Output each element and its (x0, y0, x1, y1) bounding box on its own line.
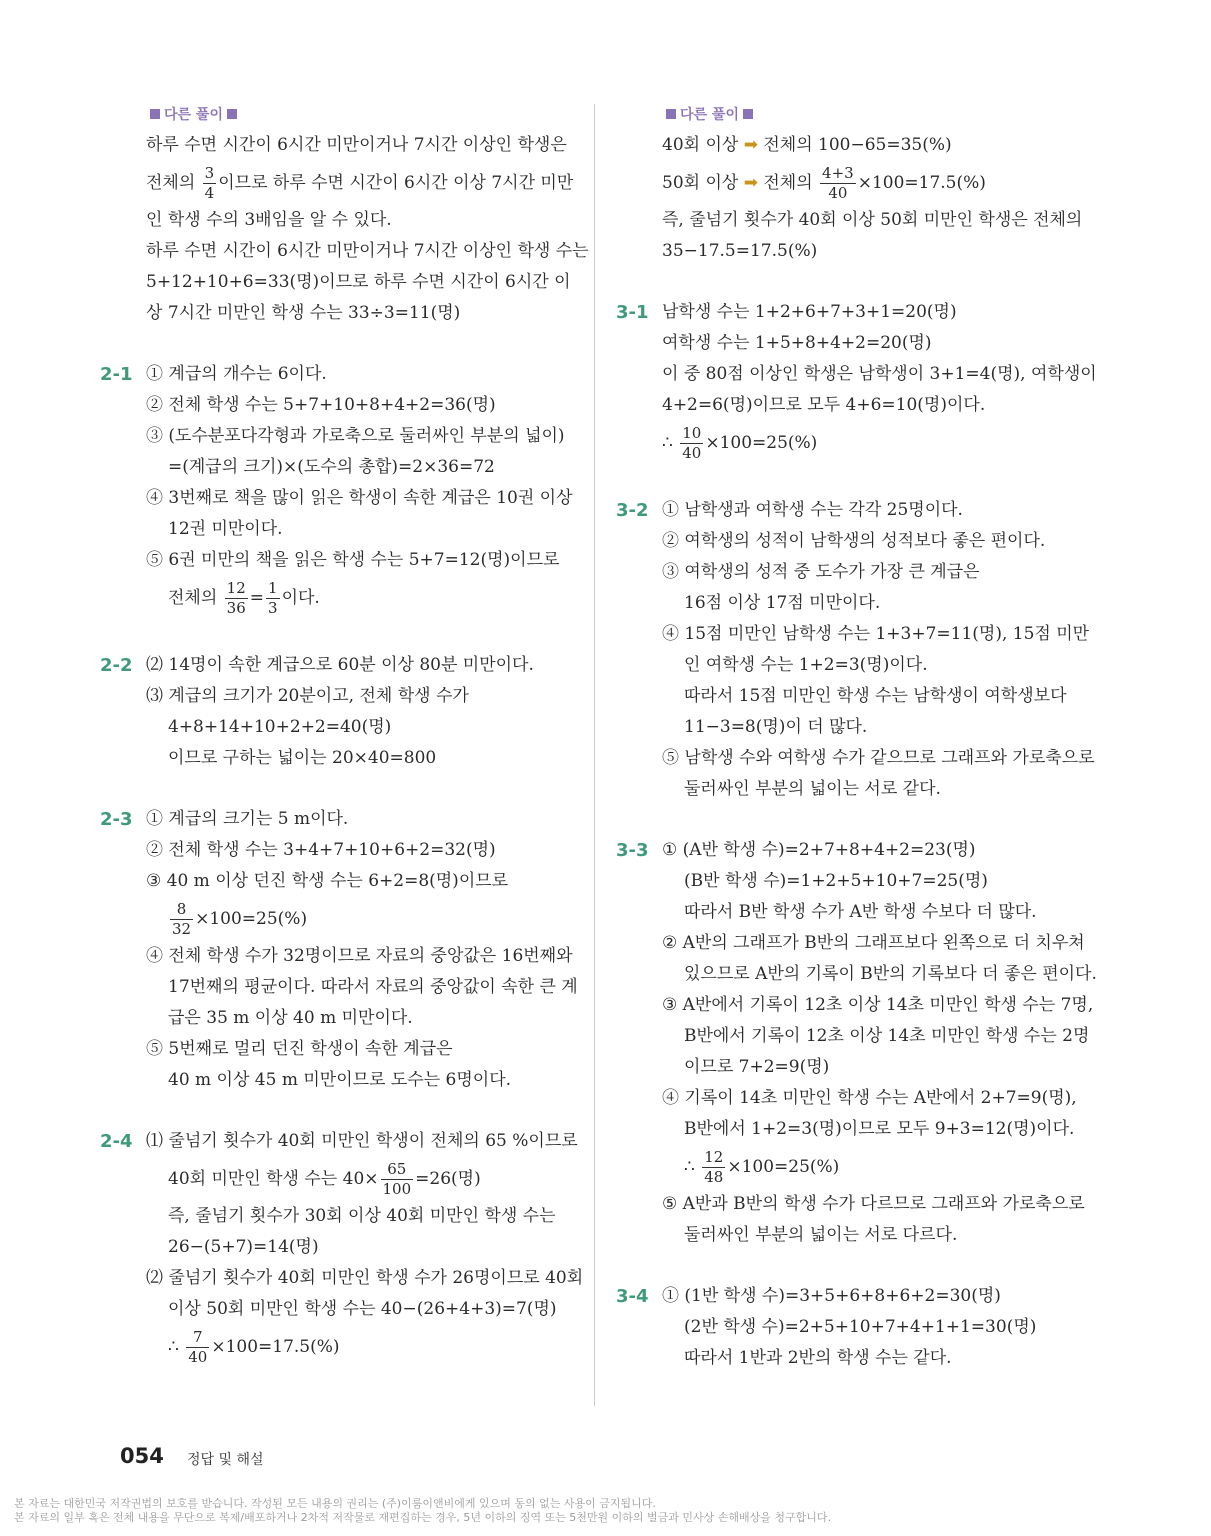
square-bullet-icon (743, 109, 753, 119)
other-solution-heading: 다른 풀이 (146, 100, 576, 130)
square-bullet-icon (666, 109, 676, 119)
text-line: 전체의 $\frac{3}{4}$ 이므로 하루 수면 시간이 6시간 이상 7시간 미만 (146, 164, 574, 202)
text-line: 하루 수면 시간이 6시간 미만이거나 7시간 이상인 학생은 (146, 135, 567, 155)
problem-number: 3-2 (616, 500, 649, 521)
problem-number: 2-2 (100, 655, 133, 676)
problem-number: 3-3 (616, 840, 649, 861)
page-number: 054 (120, 1444, 164, 1468)
fraction: $\frac{65}{100}$ (382, 1160, 412, 1198)
square-bullet-icon (227, 109, 237, 119)
fraction: $\frac{4+3}{40}$ (822, 164, 854, 202)
square-bullet-icon (150, 109, 160, 119)
left-column (100, 100, 589, 1369)
problem-number: 2-3 (100, 809, 133, 830)
problem-2-4: 2-4 ⑴ 줄넘기 횟수가 40회 미만인 학생이 전체의 65 %이므로 40회 미만인 학생 수는 40× $\frac{65}{100}$ =26(명) 즉, 줄넘기 횟수가 30회 이상 40회 미만인 학생 수는 26−(5+7)=14(명) ⑵ 줄넘기 횟수가 40회 미만인 학생 수가 26명이므로 40회 이상 50회 미만인 학생 수는 40−(26+4+3)=7(명) ∴ $\frac{7}{40}$ ×100=17.5(%) (146, 1126, 576, 1369)
text-line: 상 7시간 미만인 학생 수는 33÷3=11(명) (146, 303, 461, 323)
problem-2-3: 2-3 ① 계급의 크기는 5 m이다. ② 전체 학생 수는 3+4+7+10+6+2=32(명) ③ 40 m 이상 던진 학생 수는 6+2=8(명)이므로 $\frac{8}{32}$ ×100=25(%) ④ 전체 학생 수가 32명이므로 자료의 중앙값은 16번째와 17번째의 평균이다. 따라서 자료의 중앙값이 속한 큰 계 급은 35 m 이상 40 m 미만이다. ⑤ 5번째로 멀리 던진 학생이 속한 계급은 40 m 이상 45 m 미만이므로 도수는 6명이다. (146, 804, 576, 1096)
right-arrow-icon: ➡ (743, 135, 758, 155)
section-label: 정답 및 해설 (187, 1452, 264, 1468)
column-divider (594, 104, 595, 1406)
fraction: $\frac{3}{4}$ (204, 164, 215, 202)
fraction: $\frac{7}{40}$ (188, 1328, 208, 1366)
problem-2-2: 2-2 ⑵ 14명이 속한 계급으로 60분 이상 80분 미만이다. ⑶ 계급의 크기가 20분이고, 전체 학생 수가 4+8+14+10+2+2=40(명) 이므로 구하는 넓이는 20×40=800 (146, 650, 576, 774)
problem-number: 3-4 (616, 1286, 649, 1307)
problem-3-1: 3-1 남학생 수는 1+2+6+7+3+1=20(명) 여학생 수는 1+5+8+4+2=20(명) 이 중 80점 이상인 학생은 남학생이 3+1=4(명), 여학생이 4+2=6(명)이므로 모두 4+6=10(명)이다. ∴ $\frac{10}{40}$ ×100=25(%) (662, 297, 1102, 465)
problem-3-3: 3-3 ① (A반 학생 수)=2+7+8+4+2=23(명) (B반 학생 수)=1+2+5+10+7=25(명) 따라서 B반 학생 수가 A반 학생 수보다 더 많다. ② A반의 그래프가 B반의 그래프보다 왼쪽으로 더 치우쳐 있으므로 A반의 기록이 B반의 기록보다 더 좋은 편이다. ③ A반에서 기록이 12초 이상 14초 미만인 학생 수는 7명, B반에서 기록이 12초 이상 14초 미만인 학생 수는 2명 이므로 7+2=9(명) ④ 기록이 14초 미만인 학생 수는 A반에서 2+7=9(명), B반에서 1+2=3(명)이므로 모두 9+3=12(명)이다. ∴ $\frac{12}{48}$ ×100=25(%) ⑤ A반과 B반의 학생 수가 다르므로 그래프와 가로축으로 둘러싸인 부분의 넓이는 서로 다르다. (662, 835, 1102, 1251)
copyright-notice: 본 자료는 대한민국 저작권법의 보호를 받습니다. 작성된 모든 내용의 권리는 (주)이룸이앤비에게 있으며 동의 없는 사용이 금지됩니다. 본 자료의 일부 혹은 전체 내용을 무단으로 복제/배포하거나 2차적 저작물로 재편집하는 경우, 5년 이하의 징역 또는 5천만원 이하의 벌금과 민사상 손해배상을 청구합니다. (14, 1497, 832, 1524)
problem-2-1: 2-1 ① 계급의 개수는 6이다. ② 전체 학생 수는 5+7+10+8+4+2=36(명) ③ (도수분포다각형과 가로축으로 둘러싸인 부분의 넓이) =(계급의 크기)×(도수의 총합)=2×36=72 ④ 3번째로 책을 많이 읽은 학생이 속한 계급은 10권 이상 12권 미만이다. ⑤ 6권 미만의 책을 읽은 학생 수는 5+7=12(명)이므로 전체의 $\frac{12}{36}$ = $\frac{1}{3}$ 이다. (146, 359, 576, 620)
problem-number: 2-1 (100, 364, 133, 385)
right-column: 다른 풀이 40회 이상 ➡ 전체의 100−65=35(%) 50회 이상 ➡ 전체의 $\frac{4+3}{40}$ ×100=17.5(%) 즉, 줄넘기 횟수가 40회 이상 50회 미만인 학생은 전체의 35−17.5=17.5(%) 3-1 남학생 수는 1+2+6+7+3+1=20(명) 여학생 수는 1+5+8+4+2=20(명) 이 중 80점 이상인 학생은 남학생이 3+1=4(명), 여학생이 4+2=6(명)이므로 모두 4+6=10(명)이다. ∴ $\frac{10}{40}$ ×100=25(%) 3-2 ① 남학생과 여학생 수는 각각 25명이다. ② 여학생의 성적이 남학생의 성적보다 좋은 편이다. ③ 여학생의 성적 중 도수가 가장 큰 계급은 16점 이상 17점 미만이다. ④ 15점 미만인 남학생 수는 1+3+7=11(명), 15점 미만 인 여학생 수는 1+2=3(명)이다. 따라서 15점 미만인 학생 수는 남학생이 여학생보다 11−3=8(명)이 더 많다. ⑤ 남학생 수와 여학생 수가 같으므로 그래프와 가로축으로 둘러싸인 부분의 넓이는 서로 같다. 3-3 ① (A반 학생 수)=2+7+8+4+2=23(명) (B반 학생 수)=1+2+5+10+7=25(명) 따라서 B반 학생 수가 A반 학생 수보다 더 많다. ② A반의 그래프가 B반의 그래프보다 왼쪽으로 더 치우쳐 있으므로 A반의 기록이 B반의 기록보다 더 좋은 편이다. ③ A반에서 기록이 12초 이상 14초 미만인 학생 수는 7명, B반에서 기록이 12초 이상 14초 미만인 학생 수는 2명 이므로 7+2=9(명) ④ 기록이 14초 미만인 학생 수는 A반에서 2+7=9(명), B반에서 1+2=3(명)이므로 모두 9+3=12(명)이다. ∴ $\frac{12}{48}$ ×100=25(%) ⑤ A반과 B반의 학생 수가 다르므로 그래프와 가로축으로 둘러싸인 부분의 넓이는 서로 다르다. 3-4 ① (1반 학생 수)=3+5+6+8+6+2=30(명) (2반 학생 수)=2+5+10+7+4+1+1=30(명) 따라서 1반과 2반의 학생 수는 같다. (662, 100, 1102, 1374)
fraction: $\frac{10}{40}$ (682, 424, 702, 462)
text-line: 5+12+10+6=33(명)이므로 하루 수면 시간이 6시간 이 (146, 272, 571, 292)
other-solution-heading: 다른 풀이 (662, 100, 1102, 130)
fraction: $\frac{12}{36}$ (226, 579, 246, 617)
problem-number: 3-1 (616, 302, 649, 323)
text-line: 인 학생 수의 3배임을 알 수 있다. (146, 210, 392, 230)
problem-number: 2-4 (100, 1131, 133, 1152)
fraction: $\frac{1}{3}$ (268, 579, 278, 617)
problem-3-4: 3-4 ① (1반 학생 수)=3+5+6+8+6+2=30(명) (2반 학생 수)=2+5+10+7+4+1+1=30(명) 따라서 1반과 2반의 학생 수는 같다. (662, 1281, 1102, 1374)
problem-3-2: 3-2 ① 남학생과 여학생 수는 각각 25명이다. ② 여학생의 성적이 남학생의 성적보다 좋은 편이다. ③ 여학생의 성적 중 도수가 가장 큰 계급은 16점 이상 17점 미만이다. ④ 15점 미만인 남학생 수는 1+3+7=11(명), 15점 미만 인 여학생 수는 1+2=3(명)이다. 따라서 15점 미만인 학생 수는 남학생이 여학생보다 11−3=8(명)이 더 많다. ⑤ 남학생 수와 여학생 수가 같으므로 그래프와 가로축으로 둘러싸인 부분의 넓이는 서로 같다. (662, 495, 1102, 805)
fraction: $\frac{12}{48}$ (704, 1148, 724, 1186)
text-line: 하루 수면 시간이 6시간 미만이거나 7시간 이상인 학생 수는 (146, 241, 589, 261)
right-arrow-icon: ➡ (743, 173, 758, 193)
fraction: $\frac{8}{32}$ (172, 900, 192, 938)
